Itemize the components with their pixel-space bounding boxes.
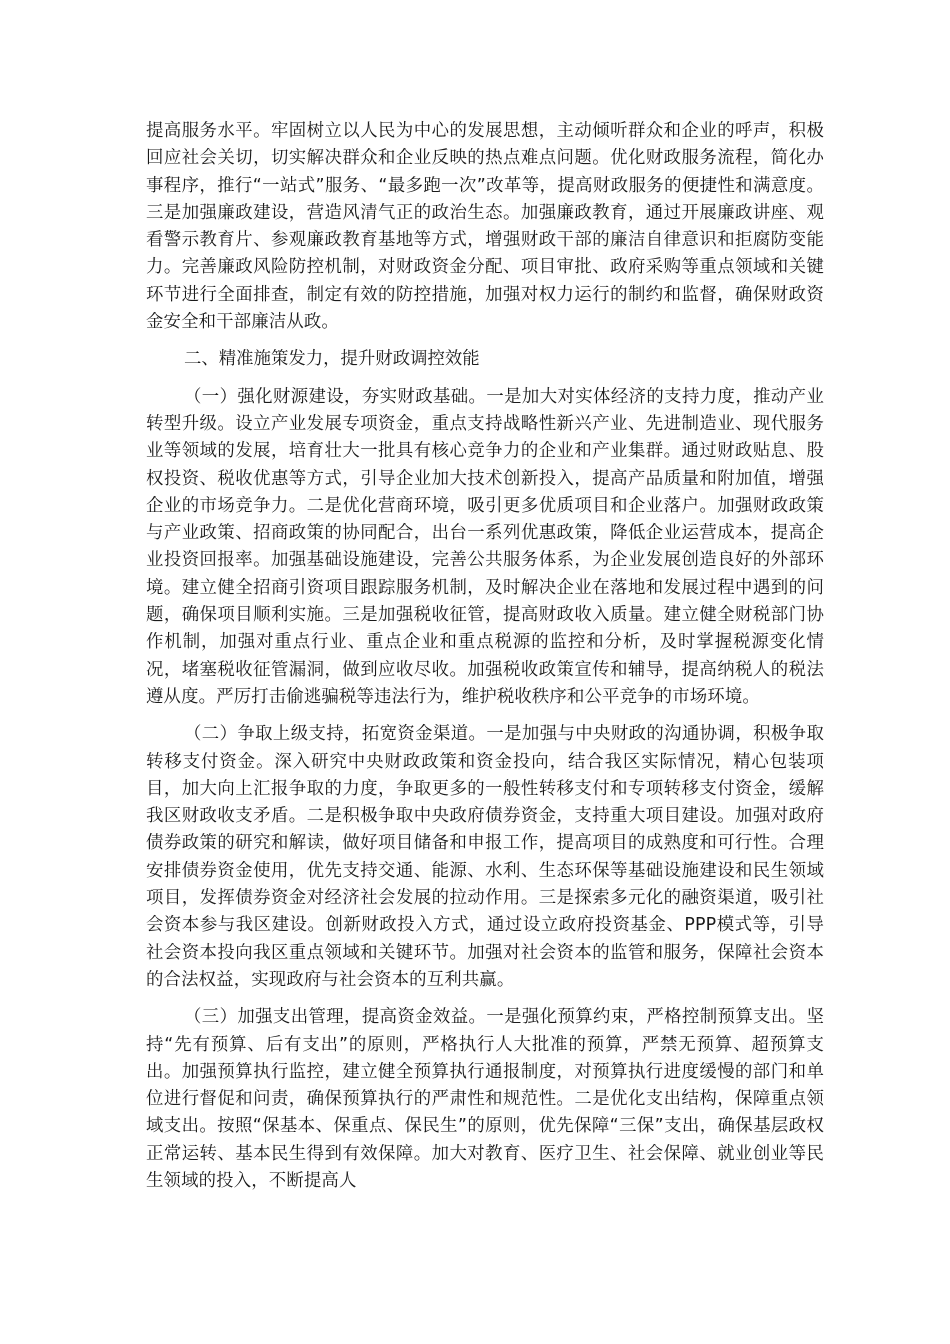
subsection-1-paragraph: （一）强化财源建设，夯实财政基础。一是加大对实体经济的支持力度，推动产业转型升级。设立产业发展专项资金，重点支持战略性新兴产业、先进制造业、现代服务业等领域的发展，培育壮大一批具有核心竞争力的企业和产业集群。通过财政贴息、股权投资、税收优惠等方式，引导企业加大技术创新投入，提高产品质量和附加值，增强企业的市场竞争力。二是优化营商环境，吸引更多优质项目和企业落户。加强财政政策与产业政策、招商政策的协同配合，出台一系列优惠政策，降低企业运营成本，提高企业投资回报率。加强基础设施建设，完善公共服务体系，为企业发展创造良好的外部环境。建立健全招商引资项目跟踪服务机制，及时解决企业在落地和发展过程中遇到的问题，确保项目顺利实施。三是加强税收征管，提高财政收入质量。建立健全财税部门协作机制，加强对重点行业、重点企业和重点税源的监控和分析，及时掌握税源变化情况，堵塞税收征管漏洞，做到应收尽收。加强税收政策宣传和辅导，提高纳税人的税法遵从度。严厉打击偷逃骗税等违法行为，维护税收秩序和公平竞争的市场环境。 bbox=[146, 386, 824, 707]
subsection-2-paragraph: （二）争取上级支持，拓宽资金渠道。一是加强与中央财政的沟通协调，积极争取转移支付资金。深入研究中央财政政策和资金投向，结合我区实际情况，精心包装项目，加大向上汇报争取的力度，争取更多的一般性转移支付和专项转移支付资金，缓解我区财政收支矛盾。二是积极争取中央政府债券资金，支持重大项目建设。加强对政府债券政策的研究和解读，做好项目储备和申报工作，提高项目的成熟度和可行性。合理安排债券资金使用，优先支持交通、能源、水利、生态环保等基础设施建设和民生领域项目，发挥债券资金对经济社会发展的拉动作用。三是探索多元化的融资渠道，吸引社会资本参与我区建设。创新财政投入方式，通过设立政府投资基金、PPP模式等，引导社会资本投向我区重点领域和关键环节。加强对社会资本的监管和服务，保障社会资本的合法权益，实现政府与社会资本的互利共赢。 bbox=[146, 724, 824, 990]
section-heading: 二、精准施策发力，提升财政调控效能 bbox=[184, 349, 480, 370]
subsection-3-paragraph: （三）加强支出管理，提高资金效益。一是强化预算约束，严格控制预算支出。坚持“先有预算、后有支出”的原则，严格执行人大批准的预算，严禁无预算、超预算支出。加强预算执行监控，建立健全预算执行通报制度，对预算执行进度缓慢的部门和单位进行督促和问责，确保预算执行的严肃性和规范性。二是优化支出结构，保障重点领域支出。按照“保基本、保重点、保民生”的原则，优先保障“三保”支出，确保基层政权正常运转、基本民生得到有效保障。加大对教育、医疗卫生、社会保障、就业创业等民生领域的投入，不断提高人 bbox=[146, 1007, 824, 1191]
paragraph-continued: 提高服务水平。牢固树立以人民为中心的发展思想，主动倾听群众和企业的呼声，积极回应社会关切，切实解决群众和企业反映的热点难点问题。优化财政服务流程，简化办事程序，推行“一站式”服务、“最多跑一次”改革等，提高财政服务的便捷性和满意度。三是加强廉政建设，营造风清气正的政治生态。加强廉政教育，通过开展廉政讲座、观看警示教育片、参观廉政教育基地等方式，增强财政干部的廉洁自律意识和拒腐防变能力。完善廉政风险防控机制，对财政资金分配、项目审批、政府采购等重点领域和关键环节进行全面排查，制定有效的防控措施，加强对权力运行的制约和监督，确保财政资金安全和干部廉洁从政。 bbox=[146, 121, 824, 333]
